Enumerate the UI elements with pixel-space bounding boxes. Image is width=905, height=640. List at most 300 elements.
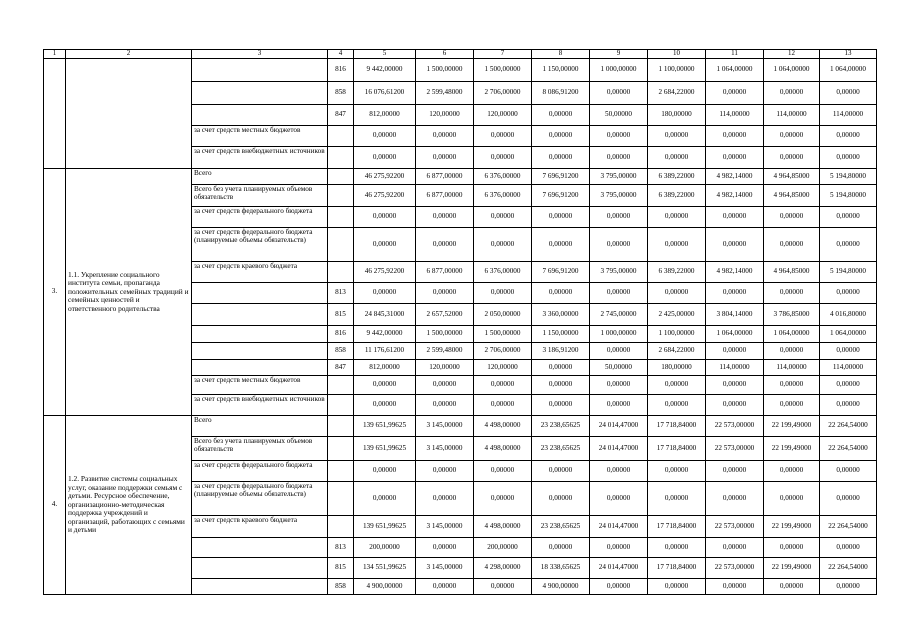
amount-cell: 0,00000 <box>354 126 416 147</box>
amount-cell: 6 877,00000 <box>416 169 474 185</box>
amount-cell: 2 706,00000 <box>474 343 532 360</box>
amount-cell: 6 376,00000 <box>474 185 532 207</box>
amount-cell: 0,00000 <box>820 461 877 482</box>
amount-cell: 1 150,00000 <box>532 326 590 343</box>
amount-cell: 114,00000 <box>820 105 877 126</box>
table-row <box>44 59 877 82</box>
column-number-header: 13 <box>820 50 877 59</box>
amount-cell: 1 064,00000 <box>764 59 820 82</box>
funding-source-cell <box>192 343 328 360</box>
amount-cell: 0,00000 <box>706 482 764 516</box>
amount-cell: 17 718,84000 <box>648 416 706 437</box>
amount-cell: 0,00000 <box>532 360 590 376</box>
budget-table-page <box>43 49 876 592</box>
column-number-header: 12 <box>764 50 820 59</box>
amount-cell: 0,00000 <box>648 482 706 516</box>
amount-cell: 1 500,00000 <box>474 326 532 343</box>
amount-cell: 0,00000 <box>354 482 416 516</box>
amount-cell: 0,00000 <box>648 147 706 169</box>
amount-cell: 0,00000 <box>532 147 590 169</box>
amount-cell: 22 573,00000 <box>706 416 764 437</box>
amount-cell: 6 389,22000 <box>648 185 706 207</box>
amount-cell: 1 150,00000 <box>532 59 590 82</box>
amount-cell: 139 651,99625 <box>354 416 416 437</box>
amount-cell: 46 275,92200 <box>354 185 416 207</box>
amount-cell: 0,00000 <box>590 126 648 147</box>
amount-cell: 120,00000 <box>416 360 474 376</box>
column-number-header: 1 <box>44 50 66 59</box>
funding-source-cell: за счет средств краевого бюджета <box>192 516 328 538</box>
amount-cell: 0,00000 <box>590 461 648 482</box>
amount-cell: 2 684,22000 <box>648 82 706 105</box>
amount-cell: 200,00000 <box>354 538 416 558</box>
column-number-header: 6 <box>416 50 474 59</box>
amount-cell: 0,00000 <box>764 82 820 105</box>
amount-cell: 2 050,00000 <box>474 304 532 326</box>
budget-code-cell <box>328 461 354 482</box>
amount-cell: 22 199,49000 <box>764 558 820 579</box>
amount-cell: 0,00000 <box>474 147 532 169</box>
budget-code-cell: 816 <box>328 326 354 343</box>
amount-cell: 6 376,00000 <box>474 262 532 283</box>
funding-source-cell: Всего <box>192 416 328 437</box>
amount-cell: 0,00000 <box>648 579 706 595</box>
amount-cell: 0,00000 <box>416 283 474 304</box>
amount-cell: 9 442,00000 <box>354 326 416 343</box>
column-number-header: 9 <box>590 50 648 59</box>
amount-cell: 1 000,00000 <box>590 59 648 82</box>
amount-cell: 1 100,00000 <box>648 326 706 343</box>
amount-cell: 0,00000 <box>416 461 474 482</box>
amount-cell: 0,00000 <box>706 376 764 395</box>
amount-cell: 120,00000 <box>416 105 474 126</box>
amount-cell: 0,00000 <box>820 228 877 262</box>
amount-cell: 0,00000 <box>590 579 648 595</box>
amount-cell: 0,00000 <box>764 538 820 558</box>
amount-cell: 0,00000 <box>474 283 532 304</box>
amount-cell: 1 500,00000 <box>416 59 474 82</box>
amount-cell: 1 064,00000 <box>764 326 820 343</box>
amount-cell: 2 425,00000 <box>648 304 706 326</box>
amount-cell: 3 145,00000 <box>416 437 474 461</box>
amount-cell: 0,00000 <box>416 538 474 558</box>
amount-cell: 2 706,00000 <box>474 82 532 105</box>
amount-cell: 180,00000 <box>648 360 706 376</box>
amount-cell: 0,00000 <box>706 207 764 228</box>
budget-code-cell <box>328 185 354 207</box>
column-number-header: 4 <box>328 50 354 59</box>
budget-code-cell <box>328 147 354 169</box>
amount-cell: 0,00000 <box>474 376 532 395</box>
amount-cell: 4 498,00000 <box>474 437 532 461</box>
amount-cell: 7 696,91200 <box>532 169 590 185</box>
amount-cell: 114,00000 <box>706 360 764 376</box>
column-number-header-row <box>44 50 877 59</box>
column-number-header: 10 <box>648 50 706 59</box>
amount-cell: 0,00000 <box>820 82 877 105</box>
column-number-header: 3 <box>192 50 328 59</box>
amount-cell: 3 795,00000 <box>590 262 648 283</box>
amount-cell: 22 264,54000 <box>820 558 877 579</box>
amount-cell: 50,00000 <box>590 360 648 376</box>
amount-cell: 0,00000 <box>764 207 820 228</box>
amount-cell: 0,00000 <box>590 376 648 395</box>
row-number-cell <box>44 59 66 169</box>
amount-cell: 3 145,00000 <box>416 516 474 538</box>
amount-cell: 0,00000 <box>590 228 648 262</box>
funding-source-cell: Всего без учета планируемых объемов обязательств <box>192 437 328 461</box>
amount-cell: 120,00000 <box>474 360 532 376</box>
funding-source-cell: Всего без учета планируемых объемов обязательств <box>192 185 328 207</box>
amount-cell: 6 389,22000 <box>648 169 706 185</box>
amount-cell: 1 064,00000 <box>820 59 877 82</box>
amount-cell: 6 877,00000 <box>416 262 474 283</box>
amount-cell: 6 376,00000 <box>474 169 532 185</box>
funding-source-cell: за счет средств федерального бюджета (планируемые объемы обязательств) <box>192 482 328 516</box>
amount-cell: 4 964,85000 <box>764 185 820 207</box>
amount-cell: 23 238,65625 <box>532 437 590 461</box>
budget-code-cell: 813 <box>328 283 354 304</box>
amount-cell: 0,00000 <box>648 283 706 304</box>
amount-cell: 0,00000 <box>354 395 416 416</box>
amount-cell: 22 264,54000 <box>820 516 877 538</box>
funding-source-cell: за счет средств местных бюджетов <box>192 376 328 395</box>
amount-cell: 17 718,84000 <box>648 558 706 579</box>
amount-cell: 5 194,80000 <box>820 262 877 283</box>
funding-source-cell: Всего <box>192 169 328 185</box>
amount-cell: 0,00000 <box>706 82 764 105</box>
amount-cell: 120,00000 <box>474 105 532 126</box>
amount-cell: 24 014,47000 <box>590 416 648 437</box>
program-name-cell: 1.2. Развитие системы социальных услуг, оказание поддержки семьям с детьми. Ресурсное обеспечение, организационно-методическая поддержка учреждений и организаций, работающих с семьями и детьми <box>66 416 192 595</box>
amount-cell: 3 786,85000 <box>764 304 820 326</box>
budget-code-cell <box>328 437 354 461</box>
amount-cell: 2 599,48000 <box>416 82 474 105</box>
amount-cell: 3 360,00000 <box>532 304 590 326</box>
amount-cell: 22 573,00000 <box>706 437 764 461</box>
amount-cell: 0,00000 <box>474 395 532 416</box>
amount-cell: 0,00000 <box>590 343 648 360</box>
amount-cell: 0,00000 <box>532 105 590 126</box>
program-name-cell: 1.1. Укрепление социального института семьи, пропаганда положительных семейных традиций и семейных ценностей и ответственного родительства <box>66 169 192 416</box>
amount-cell: 0,00000 <box>764 395 820 416</box>
amount-cell: 0,00000 <box>532 207 590 228</box>
budget-code-cell: 816 <box>328 59 354 82</box>
amount-cell: 7 696,91200 <box>532 185 590 207</box>
funding-source-cell <box>192 304 328 326</box>
amount-cell: 4 982,14000 <box>706 169 764 185</box>
amount-cell: 114,00000 <box>764 360 820 376</box>
amount-cell: 0,00000 <box>764 579 820 595</box>
amount-cell: 0,00000 <box>532 538 590 558</box>
budget-code-cell <box>328 376 354 395</box>
amount-cell: 5 194,80000 <box>820 169 877 185</box>
funding-source-cell <box>192 360 328 376</box>
amount-cell: 22 264,54000 <box>820 416 877 437</box>
amount-cell: 0,00000 <box>590 395 648 416</box>
amount-cell: 0,00000 <box>532 395 590 416</box>
amount-cell: 139 651,99625 <box>354 516 416 538</box>
amount-cell: 0,00000 <box>820 207 877 228</box>
amount-cell: 0,00000 <box>590 82 648 105</box>
amount-cell: 3 145,00000 <box>416 558 474 579</box>
amount-cell: 0,00000 <box>532 482 590 516</box>
amount-cell: 0,00000 <box>820 395 877 416</box>
amount-cell: 0,00000 <box>354 376 416 395</box>
amount-cell: 24 014,47000 <box>590 558 648 579</box>
amount-cell: 0,00000 <box>706 461 764 482</box>
program-name-cell <box>66 59 192 169</box>
amount-cell: 180,00000 <box>648 105 706 126</box>
amount-cell: 0,00000 <box>648 126 706 147</box>
amount-cell: 0,00000 <box>764 147 820 169</box>
amount-cell: 0,00000 <box>764 343 820 360</box>
amount-cell: 0,00000 <box>416 395 474 416</box>
amount-cell: 11 176,61200 <box>354 343 416 360</box>
amount-cell: 17 718,84000 <box>648 437 706 461</box>
amount-cell: 1 064,00000 <box>706 59 764 82</box>
amount-cell: 0,00000 <box>474 228 532 262</box>
amount-cell: 3 186,91200 <box>532 343 590 360</box>
budget-code-cell <box>328 395 354 416</box>
amount-cell: 1 064,00000 <box>820 326 877 343</box>
amount-cell: 0,00000 <box>706 395 764 416</box>
budget-code-cell <box>328 482 354 516</box>
amount-cell: 0,00000 <box>416 228 474 262</box>
column-number-header: 5 <box>354 50 416 59</box>
amount-cell: 0,00000 <box>416 147 474 169</box>
amount-cell: 0,00000 <box>764 482 820 516</box>
budget-table <box>43 49 877 595</box>
amount-cell: 0,00000 <box>764 126 820 147</box>
amount-cell: 0,00000 <box>590 147 648 169</box>
amount-cell: 0,00000 <box>648 376 706 395</box>
budget-code-cell <box>328 126 354 147</box>
amount-cell: 23 238,65625 <box>532 516 590 538</box>
amount-cell: 0,00000 <box>764 228 820 262</box>
amount-cell: 0,00000 <box>354 461 416 482</box>
amount-cell: 0,00000 <box>820 343 877 360</box>
amount-cell: 22 199,49000 <box>764 516 820 538</box>
amount-cell: 0,00000 <box>416 207 474 228</box>
amount-cell: 0,00000 <box>354 228 416 262</box>
amount-cell: 2 684,22000 <box>648 343 706 360</box>
amount-cell: 2 599,48000 <box>416 343 474 360</box>
amount-cell: 0,00000 <box>416 482 474 516</box>
budget-code-cell <box>328 207 354 228</box>
amount-cell: 0,00000 <box>416 579 474 595</box>
amount-cell: 0,00000 <box>648 395 706 416</box>
amount-cell: 3 145,00000 <box>416 416 474 437</box>
amount-cell: 0,00000 <box>648 207 706 228</box>
amount-cell: 22 264,54000 <box>820 437 877 461</box>
amount-cell: 0,00000 <box>764 461 820 482</box>
amount-cell: 0,00000 <box>764 376 820 395</box>
amount-cell: 0,00000 <box>590 538 648 558</box>
amount-cell: 24 845,31000 <box>354 304 416 326</box>
amount-cell: 4 982,14000 <box>706 185 764 207</box>
funding-source-cell <box>192 538 328 558</box>
budget-code-cell <box>328 262 354 283</box>
amount-cell: 114,00000 <box>764 105 820 126</box>
amount-cell: 6 877,00000 <box>416 185 474 207</box>
table-row <box>44 416 877 437</box>
amount-cell: 50,00000 <box>590 105 648 126</box>
amount-cell: 114,00000 <box>706 105 764 126</box>
amount-cell: 5 194,80000 <box>820 185 877 207</box>
amount-cell: 0,00000 <box>590 207 648 228</box>
amount-cell: 0,00000 <box>416 126 474 147</box>
amount-cell: 0,00000 <box>532 283 590 304</box>
amount-cell: 0,00000 <box>532 126 590 147</box>
amount-cell: 0,00000 <box>474 126 532 147</box>
amount-cell: 16 076,61200 <box>354 82 416 105</box>
amount-cell: 0,00000 <box>820 538 877 558</box>
amount-cell: 114,00000 <box>820 360 877 376</box>
amount-cell: 0,00000 <box>590 283 648 304</box>
budget-code-cell: 847 <box>328 360 354 376</box>
funding-source-cell <box>192 105 328 126</box>
amount-cell: 0,00000 <box>820 376 877 395</box>
funding-source-cell: за счет средств местных бюджетов <box>192 126 328 147</box>
amount-cell: 0,00000 <box>706 343 764 360</box>
amount-cell: 4 964,85000 <box>764 262 820 283</box>
amount-cell: 0,00000 <box>706 283 764 304</box>
row-number-cell: 3. <box>44 169 66 416</box>
budget-code-cell: 858 <box>328 82 354 105</box>
amount-cell: 2 657,52000 <box>416 304 474 326</box>
amount-cell: 0,00000 <box>706 538 764 558</box>
amount-cell: 0,00000 <box>474 482 532 516</box>
budget-code-cell <box>328 169 354 185</box>
amount-cell: 0,00000 <box>532 228 590 262</box>
amount-cell: 134 551,99625 <box>354 558 416 579</box>
amount-cell: 4 016,80000 <box>820 304 877 326</box>
budget-code-cell: 815 <box>328 304 354 326</box>
amount-cell: 0,00000 <box>706 228 764 262</box>
amount-cell: 4 964,85000 <box>764 169 820 185</box>
amount-cell: 0,00000 <box>354 147 416 169</box>
amount-cell: 8 086,91200 <box>532 82 590 105</box>
funding-source-cell: за счет средств краевого бюджета <box>192 262 328 283</box>
amount-cell: 23 238,65625 <box>532 416 590 437</box>
amount-cell: 200,00000 <box>474 538 532 558</box>
column-number-header: 7 <box>474 50 532 59</box>
amount-cell: 22 199,49000 <box>764 416 820 437</box>
amount-cell: 3 795,00000 <box>590 185 648 207</box>
amount-cell: 4 298,00000 <box>474 558 532 579</box>
amount-cell: 4 982,14000 <box>706 262 764 283</box>
amount-cell: 3 795,00000 <box>590 169 648 185</box>
funding-source-cell <box>192 59 328 82</box>
budget-code-cell <box>328 516 354 538</box>
column-number-header: 11 <box>706 50 764 59</box>
amount-cell: 22 573,00000 <box>706 516 764 538</box>
amount-cell: 0,00000 <box>648 461 706 482</box>
funding-source-cell: за счет средств федерального бюджета <box>192 461 328 482</box>
column-number-header: 2 <box>66 50 192 59</box>
amount-cell: 0,00000 <box>820 147 877 169</box>
funding-source-cell: за счет средств внебюджетных источников <box>192 395 328 416</box>
amount-cell: 139 651,99625 <box>354 437 416 461</box>
amount-cell: 0,00000 <box>820 482 877 516</box>
funding-source-cell: за счет средств федерального бюджета <box>192 207 328 228</box>
amount-cell: 22 573,00000 <box>706 558 764 579</box>
amount-cell: 9 442,00000 <box>354 59 416 82</box>
funding-source-cell <box>192 326 328 343</box>
amount-cell: 812,00000 <box>354 105 416 126</box>
amount-cell: 0,00000 <box>474 461 532 482</box>
amount-cell: 0,00000 <box>648 538 706 558</box>
amount-cell: 46 275,92200 <box>354 262 416 283</box>
funding-source-cell <box>192 558 328 579</box>
amount-cell: 4 900,00000 <box>532 579 590 595</box>
table-row <box>44 169 877 185</box>
amount-cell: 812,00000 <box>354 360 416 376</box>
amount-cell: 18 338,65625 <box>532 558 590 579</box>
budget-code-cell: 858 <box>328 343 354 360</box>
amount-cell: 0,00000 <box>648 228 706 262</box>
amount-cell: 1 100,00000 <box>648 59 706 82</box>
amount-cell: 0,00000 <box>354 207 416 228</box>
amount-cell: 0,00000 <box>820 283 877 304</box>
amount-cell: 0,00000 <box>416 376 474 395</box>
amount-cell: 17 718,84000 <box>648 516 706 538</box>
budget-code-cell: 847 <box>328 105 354 126</box>
amount-cell: 22 199,49000 <box>764 437 820 461</box>
amount-cell: 0,00000 <box>820 126 877 147</box>
funding-source-cell: за счет средств внебюджетных источников <box>192 147 328 169</box>
amount-cell: 24 014,47000 <box>590 437 648 461</box>
funding-source-cell <box>192 283 328 304</box>
amount-cell: 46 275,92200 <box>354 169 416 185</box>
amount-cell: 0,00000 <box>706 579 764 595</box>
amount-cell: 2 745,00000 <box>590 304 648 326</box>
amount-cell: 1 500,00000 <box>474 59 532 82</box>
amount-cell: 0,00000 <box>764 283 820 304</box>
amount-cell: 4 498,00000 <box>474 416 532 437</box>
budget-code-cell <box>328 228 354 262</box>
budget-code-cell: 813 <box>328 538 354 558</box>
funding-source-cell <box>192 579 328 595</box>
amount-cell: 0,00000 <box>474 579 532 595</box>
column-number-header: 8 <box>532 50 590 59</box>
budget-code-cell <box>328 416 354 437</box>
funding-source-cell: за счет средств федерального бюджета (планируемые объемы обязательств) <box>192 228 328 262</box>
amount-cell: 0,00000 <box>354 283 416 304</box>
amount-cell: 0,00000 <box>590 482 648 516</box>
amount-cell: 3 804,14000 <box>706 304 764 326</box>
row-number-cell: 4. <box>44 416 66 595</box>
amount-cell: 6 389,22000 <box>648 262 706 283</box>
budget-code-cell: 815 <box>328 558 354 579</box>
amount-cell: 1 064,00000 <box>706 326 764 343</box>
amount-cell: 0,00000 <box>474 207 532 228</box>
amount-cell: 0,00000 <box>532 461 590 482</box>
amount-cell: 4 498,00000 <box>474 516 532 538</box>
amount-cell: 0,00000 <box>706 147 764 169</box>
amount-cell: 4 900,00000 <box>354 579 416 595</box>
amount-cell: 0,00000 <box>532 376 590 395</box>
amount-cell: 0,00000 <box>820 579 877 595</box>
amount-cell: 1 500,00000 <box>416 326 474 343</box>
amount-cell: 7 696,91200 <box>532 262 590 283</box>
amount-cell: 0,00000 <box>706 126 764 147</box>
amount-cell: 1 000,00000 <box>590 326 648 343</box>
budget-code-cell: 858 <box>328 579 354 595</box>
amount-cell: 24 014,47000 <box>590 516 648 538</box>
funding-source-cell <box>192 82 328 105</box>
